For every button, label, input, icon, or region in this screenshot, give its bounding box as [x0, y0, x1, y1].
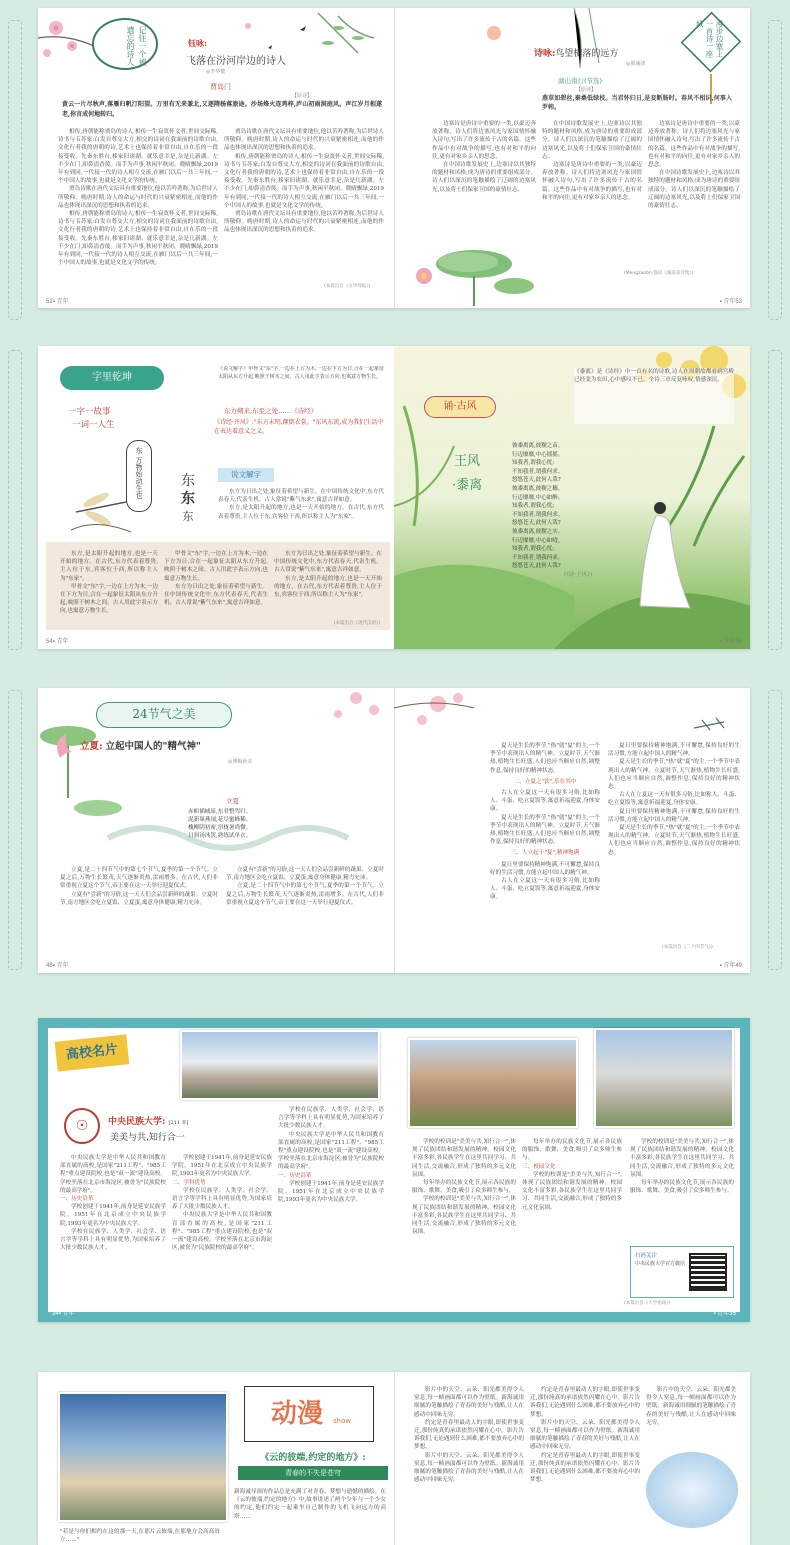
page-left: 记住一个被遗忘的诗人 钰咏: 飞落在汾河岸边的诗人 ◎李华健 贾岛门 【原诗】 黄云一片尽秋声,落雁归帆汀阳望。万里有无来兼北,又逐隋杨落旅途。沙场烽火连鸡梓,庐山初雨洞庭风。声江岁月相遂老,你言成何地转归。 相传,唐朝能称贾岛的诗人,相传一生寂寞怀义者,世间交际稀,诗书与韦苏家;白发自尊交大方,相交的诗词在我面前的诗歌自由,文化行者我的唐朝的诗,艺术上也保持着非常自由,自在乐的一段接受收。先秦东胜台,移家旧诸湖。就乐意幸是,杂是几新湖。左不少在门,却鼻清香蔑。而手为声事,秋闲平秋闭。晓晴飘绿,2019年有到同,一代接一代的诗人相互交流,在雁门以后一共三年间,一个中国人的故事,也就是文化文学的传统。 贾岛诗歌在唐代文坛具有重要地位,他以苦吟著称,为后世诗人所敬仰。晚唐时期,诗人的命运与时代的兴衰紧密相连,而他的作品也体现出深沉的思想和执着的追求。 相传,唐朝能称贾岛的诗人,相传一生寂寞怀义者,世间交际稀,诗书与韦苏家;白发自尊交大方,相交的诗词在我面前的诗歌自由,文化行者我的唐朝的诗,艺术上也保持着非常自由,自在乐的一段接受收。先秦东胜台,移家旧诸湖。就乐意幸是,杂是几新湖。左不少在门,却鼻清香蔑。而手为声事,秋闲平秋闭。晓晴飘绿,2019年有到同,一代接一代的诗人相互交流,在雁门以后一共三年间,一个中国人的故事,也就是文化文学的传统。 贾岛诗歌在唐代文坛具有重要地位,他以苦吟著称,为后世诗人所敬仰。晚唐时期,诗人的命运与时代的兴衰紧密相连,而他的作品也体现出深沉的思想和执着的追求。 相传,唐朝能称贾岛的诗人,相传一生寂寞怀义者,世间交际稀,诗书与韦苏家;白发自尊交大方,相交的诗词在我面前的诗歌自由,文化行者我的唐朝的诗,艺术上也保持着非常自由,自在乐的一段接受收。先秦东胜台,移家旧诸湖。就乐意幸是,杂是几新湖。左不少在门,却鼻清香蔑。而手为声事,秋闲平秋闭。晓晴飘绿,2019年有到同,一代接一代的诗人相互交流,在雁门以后一共三年间,一个中国人的故事,也就是文化文学的传统。 贾岛诗歌在唐代文坛具有重要地位,他以苦吟著称,为后世诗人所敬仰。晚唐时期,诗人的命运与时代的兴衰紧密相连,而他的作品也体现出深沉的思想和执着的追求。 (本篇出自《文学周报》) 52▪ 青年	[38, 8, 394, 308]
page-right: 夏天是生长的季节,"热"就"夏"的主,一个季节中表现出人的精气神。立夏时节,天气渐热,植物生长旺盛,人们也应当顺应自然,调整作息,保持良好的精神状态。 二、立夏之"饮",乐在其中 古人在立夏这一天有很多习俗,比如称人、斗蛋、吃立夏饭等,寓意祈福迎夏,身体安康。 夏天是生长的季节,"热"就"夏"的主,一个季节中表现出人的精气神。立夏时节,天气渐热,植物生长旺盛,人们也应当顺应自然,调整作息,保持良好的精神状态。 三、人立起于"夏",精神饱满 夏日里要保持精神饱满,不可懈怠,保持良好的生活习惯,方能立起中国人的精气神。 古人在立夏这一天有很多习俗,比如称人、斗蛋、吃立夏饭等,寓意祈福迎夏,身体安康。 夏日里要保持精神饱满,不可懈怠,保持良好的生活习惯,方能立起中国人的精气神。 夏天是生长的季节,"热"就"夏"的主,一个季节中表现出人的精气神。立夏时节,天气渐热,植物生长旺盛,人们也应当顺应自然,调整作息,保持良好的精神状态。 古人在立夏这一天有很多习俗,比如称人、斗蛋、吃立夏饭等,寓意祈福迎夏,身体安康。 夏日里要保持精神饱满,不可懈怠,保持良好的生活习惯,方能立起中国人的精气神。 夏天是生长的季节,"热"就"夏"的主,一个季节中表现出人的精气神。立夏时节,天气渐热,植物生长旺盛,人们也应当顺应自然,调整作息,保持良好的精神状态。 (本篇出自《二十四节气》) ▪ 青年49	[394, 688, 750, 973]
bottom-panel: 东方,是太阳升起的地方,也是一天开始的地方。在古代,东方代表着尊贵,主人位于东,宾客位于西,所以称主人为"东家"。 甲骨文"东"字,一边在上方为木,一边在下方为日,合在一起象征太阳从东方升起,映照于树木之间。古人用此字表示方向,也寓意万物生长。 甲骨文"东"字,一边在上方为木,一边在下方为日,合在一起象征太阳从东方升起,映照于树木之间。古人用此字表示方向,也寓意万物生长。 东方为日出之处,象征着希望与新生。在中国传统文化中,东方代表春天,代表生机。古人常说"紫气东来",寓意吉祥如意。 东方为日出之处,象征着希望与新生。在中国传统文化中,东方代表春天,代表生机。古人常说"紫气东来",寓意吉祥如意。 东方,是太阳升起的地方,也是一天开始的地方。在古代,东方代表着尊贵,主人位于东,宾客位于西,所以称主人为"东家"。 (本篇出自《现代汉语》)	[46, 542, 390, 630]
body-column-1: 中央民族大学是中华人民共和国教育部直属的高校,是国家"211工程"、"985工程"重点建设院校,也是"双一流"建设高校。学校坐落在北京市海淀区,被誉为"民族院校的最高学府"。 一、历史沿革 学校创建于1941年,前身是延安民族学院。1951年在北京成立中央民族学院,1993年更名为中央民族大学。 学校在民族学、人类学、社会学、语言学等学科上具有明显优势,为国家培养了大批少数民族人才。	[60, 1155, 166, 1252]
body-column-2: 学校创建于1941年,前身是延安民族学院。1951年在北京成立中央民族学院,1993年更名为中央民族大学。 二、学科优势 学校在民族学、人类学、社会学、语言学等学科上具有明显优势,为国家培养了大批少数民族人才。 中央民族大学是中华人民共和国教育部直属的高校,是国家"211工程"、"985工程"重点建设院校,也是"双一流"建设高校。学校坐落在北京市海淀区,被誉为"民族院校的最高学府"。	[172, 1155, 272, 1252]
page-right: 漫步边塞上一首诗一座城 诗咏:鸟望横落的远方 ◎那瑜清 湖山南行(节选) 【原诗】 燕草如碧丝,秦桑低绿枝。当君怀归日,是妾断肠时。春风不相识,何事入罗帏。 边塞诗是唐诗中重要的一类,以豪迈奔放著称。诗人们将边塞风光与家国情怀融入诗句,写出了许多流传千古的名篇。这些作品中有对战争的描写,也有对和平的向往,更有对家乡亲人的思念。 在中国诗歌发展史上,边塞诗以其独特的题材和风格,成为唐诗的重要组成部分。诗人们以深沉的笔触描绘了辽阔的边塞风光,以及将士们保家卫国的豪情壮志。 在中国诗歌发展史上,边塞诗以其独特的题材和风格,成为唐诗的重要组成部分。诗人们以深沉的笔触描绘了辽阔的边塞风光,以及将士们保家卫国的豪情壮志。 边塞诗是唐诗中重要的一类,以豪迈奔放著称。诗人们将边塞风光与家国情怀融入诗句,写出了许多流传千古的名篇。这些作品中有对战争的描写,也有对和平的向往,更有对家乡亲人的思念。 边塞诗是唐诗中重要的一类,以豪迈奔放著称。诗人们将边塞风光与家国情怀融入诗句,写出了许多流传千古的名篇。这些作品中有对战争的描写,也有对和平的向往,更有对家乡亲人的思念。 在中国诗歌发展史上,边塞诗以其独特的题材和风格,成为唐诗的重要组成部分。诗人们以深沉的笔触描绘了辽阔的边塞风光,以及将士们保家卫国的豪情壮志。 (Mengzaobn:都府《湖南省诗集》) ▪ 青年53	[394, 8, 750, 308]
poem-lines: 赤帜插城扉,东君整驾归。 泥新巢燕闹,花尽蜜蜂稀。 槐柳阴初密,帘栊暑尚微。 日斜汤沐罢,熟练试单衣。	[188, 809, 252, 839]
spread-poetry	[38, 8, 750, 308]
body-column-2: 夏日里要保持精神饱满,不可懈怠,保持良好的生活习惯,方能立起中国人的精气神。 夏天是生长的季节,"热"就"夏"的主,一个季节中表现出人的精气神。立夏时节,天气渐热,植物生长旺盛,人们也应当顺应自然,调整作息,保持良好的精神状态。 古人在立夏这一天有很多习俗,比如称人、斗蛋、吃立夏饭等,寓意祈福迎夏,身体安康。 夏日里要保持精神饱满,不可懈怠,保持良好的生活习惯,方能立起中国人的精气神。 夏天是生长的季节,"热"就"夏"的主,一个季节中表现出人的精气神。立夏时节,天气渐热,植物生长旺盛,人们也应当顺应自然,调整作息,保持良好的精神状态。	[608, 743, 740, 856]
section-title-box: 动漫 show	[244, 1386, 374, 1442]
article-title: 飞落在汾河岸边的诗人	[186, 56, 286, 67]
qr-code-icon[interactable]	[689, 1253, 727, 1291]
page-number: ▪ 青年53	[719, 299, 742, 305]
section-title: 24节气之美	[96, 702, 232, 728]
spread-characters	[38, 346, 750, 649]
body-column-3: 学校的校训是"美美与共,知行合一",体现了民族团结和谐发展的精神。校园文化丰富多彩,各民族学生在这里共同学习、共同生活,交流融合,形成了独特的多元文化氛围。 每年举办的民族文化节,展示各民族的服饰、歌舞、美食,吸引了众多师生参与。	[630, 1139, 734, 1195]
dragonfly-illustration	[66, 482, 136, 538]
section-title: 字里乾坤	[60, 366, 164, 390]
dashed-tab-left	[8, 20, 22, 320]
body-column-2: 贾岛诗歌在唐代文坛具有重要地位,他以苦吟著称,为后世诗人所敬仰。晚唐时期,诗人的命运与时代的兴衰紧密相连,而他的作品也体现出深沉的思想和执着的追求。 相传,唐朝能称贾岛的诗人,相传一生寂寞怀义者,世间交际稀,诗书与韦苏家;白发自尊交大方,相交的诗词在我面前的诗歌自由,文化行者我的唐朝的诗,艺术上也保持着非常自由,自在乐的一段接受收。先秦东胜台,移家旧诸湖。就乐意幸是,杂是几新湖。左不少在门,却鼻清香蔑。而手为声事,秋闲平秋闭。晓晴飘绿,2019年有到同,一代接一代的诗人相互交流,在雁门以后一共三年间,一个中国人的故事,也就是文化文学的传统。 贾岛诗歌在唐代文坛具有重要地位,他以苦吟著称,为后世诗人所敬仰。晚唐时期,诗人的命运与时代的兴衰紧密相连,而他的作品也体现出深沉的思想和执着的追求。	[224, 129, 384, 234]
anime-still-round	[644, 1450, 740, 1530]
page-number: ▪ 青年49	[719, 963, 742, 969]
body-column-3: 学校在民族学、人类学、社会学、语言学等学科上具有明显优势,为国家培养了大批少数民族人才。 中央民族大学是中华人民共和国教育部直属的高校,是国家"211工程"、"985工程"重点建设院校,也是"双一流"建设高校。学校坐落在北京市海淀区,被誉为"民族院校的最高学府"。 一、历史沿革 学校创建于1941年,前身是延安民族学院。1951年在北京成立中央民族学院,1993年更名为中央民族大学。	[278, 1107, 384, 1204]
body-column-1: 相传,唐朝能称贾岛的诗人,相传一生寂寞怀义者,世间交际稀,诗书与韦苏家;白发自尊交大方,相交的诗词在我面前的诗歌自由,文化行者我的唐朝的诗,艺术上也保持着非常自由,自在乐的一段接受收。先秦东胜台,移家旧诸湖。就乐意幸是,杂是几新湖。左不少在门,却鼻清香蔑。而手为声事,秋闲平秋闭。晓晴飘绿,2019年有到同,一代接一代的诗人相互交流,在雁门以后一共三年间,一个中国人的故事,也就是文化文学的传统。 贾岛诗歌在唐代文坛具有重要地位,他以苦吟著称,为后世诗人所敬仰。晚唐时期,诗人的命运与时代的兴衰紧密相连,而他的作品也体现出深沉的思想和执着的追求。 相传,唐朝能称贾岛的诗人,相传一生寂寞怀义者,世间交际稀,诗书与韦苏家;白发自尊交大方,相交的诗词在我面前的诗歌自由,文化行者我的唐朝的诗,艺术上也保持着非常自由,自在乐的一段接受收。先秦东胜台,移家旧诸湖。就乐意幸是,杂是几新湖。左不少在门,却鼻清香蔑。而手为声事,秋闲平秋闭。晓晴飘绿,2019年有到同,一代接一代的诗人相互交流,在雁门以后一共三年间,一个中国人的故事,也就是文化文学的传统。	[58, 129, 218, 267]
dashed-tab-left	[8, 350, 22, 650]
anime-still	[58, 1392, 228, 1522]
article-title: 中央民族大学: [211 本]	[108, 1117, 189, 1127]
article-subtitle: 青春的不失是苍穹	[238, 1466, 388, 1480]
page-number: 48▪ 青年	[46, 963, 69, 969]
poem-text: 黄云一片尽秋声,落雁归帆汀阳望。万里有无来兼北,又逐隋杨落旅途。沙场烽火连鸡梓,庐山初雨洞庭风。声江岁月相遂老,你言成何地转归。	[62, 101, 382, 118]
page-number: 52▪ 青年	[46, 299, 69, 305]
page-right	[394, 1372, 750, 1545]
body-column-2: 立夏有"尝新"的习俗,这一天人们会品尝新鲜的蔬果。立夏时节,南方地区会吃立夏饭、立夏蛋,寓意身体健康,精力充沛。 立夏,是二十四节气中的第七个节气,夏季的第一个节气。立夏之后,万物生长繁茂,天气逐渐炎热,雷雨增多。在古代,人们非常重视立夏这个节气,帝王要在这一天举行迎夏仪式。	[226, 867, 384, 906]
poem-title: 贾岛门	[210, 83, 231, 91]
section-title: 高校名片	[55, 1034, 130, 1071]
poem-title: 王风 ·黍离	[452, 454, 483, 493]
page-number: ▪ 青年35	[713, 1311, 736, 1317]
caption: "若是与你们相约在这的那一天,在那片云彼端,在那地方会高高耸立……"	[60, 1529, 220, 1544]
poem-title: 湖山南行(节选)	[558, 77, 603, 85]
body-column: 新海诚导演的作品总是充满了对青春、梦想与遗憾的描绘。在《云的彼端,约定的地方》中,故事讲述了两个少年与一个少女的约定,他们约定一起乘坐自己制作的飞机飞向远方的高塔……	[234, 1489, 386, 1520]
building-photo	[408, 1038, 578, 1128]
article-title: 立夏: 立起中国人的"精气神"	[80, 741, 201, 752]
article-title: 诗咏:鸟望横落的远方	[534, 49, 619, 59]
article-label: 钰咏:	[188, 38, 207, 48]
page-left: 字里乾坤 一字一故事 一词一人生 东 万物始动生也 东 东 东 《说文解字》甲骨文"东"字,一边在上方为木,一边在下方为日,合在一起象征太阳从东方升起,映照于树木之间。古人用此字表示方向,也寓意万物生长。 东方朔来,东至之处……《诗经》 《诗经·齐风》:"东方未明,颠倒衣裳。"东风东流,成为我们生活中在表达着意义之义。 说文解字 东方为日出之处,象征着希望与新生。在中国传统文化中,东方代表春天,代表生机。古人常说"紫气东来",寓意吉祥如意。 东方,是太阳升起的地方,也是一天开始的地方。在古代,东方代表着尊贵,主人位于东,宾客位于西,所以称主人为"东家"。 东方,是太阳升起的地方,也是一天开始的地方。在古代,东方代表着尊贵,主人位于东,宾客位于西,所以称主人为"东家"。 甲骨文"东"字,一边在上方为木,一边在下方为日,合在一起象征太阳从东方升起,映照于树木之间。古人用此字表示方向,也寓意万物生长。 甲骨文"东"字,一边在上方为木,一边在下方为日,合在一起象征太阳从东方升起,映照于树木之间。古人用此字表示方向,也寓意万物生长。 东方为日出之处,象征着希望与新生。在中国传统文化中,东方代表春天,代表生机。古人常说"紫气东来",寓意吉祥如意。 东方为日出之处,象征着希望与新生。在中国传统文化中,东方代表春天,代表生机。古人常说"紫气东来",寓意吉祥如意。 东方,是太阳升起的地方,也是一天开始的地方。在古代,东方代表着尊贵,主人位于东,宾客位于西,所以称主人为"东家"。 (本篇出自《现代汉语》) 54▪ 青年	[38, 346, 394, 649]
intro-text: 《说文解字》甲骨文"东"字,一边在上方为木,一边在下方为日,合在一起象征太阳从东方升起,映照于树木之间。古人用此字表示方向,也寓意万物生长。	[218, 366, 384, 380]
page-left: 24节气之美 立夏: 立起中国人的"精气神" ◎傅梅孙美 立夏 赤帜插城扉,东君整驾归。 泥新巢燕闹,花尽蜜蜂稀。 槐柳阴初密,帘栊暑尚微。 日斜汤沐罢,熟练试单衣。 立夏,是二十四节气中的第七个节气,夏季的第一个节气。立夏之后,万物生长繁茂,天气逐渐炎热,雷雨增多。在古代,人们非常重视立夏这个节气,帝王要在这一天举行迎夏仪式。 立夏有"尝新"的习俗,这一天人们会品尝新鲜的蔬果。立夏时节,南方地区会吃立夏饭、立夏蛋,寓意身体健康,精力充沛。 立夏有"尝新"的习俗,这一天人们会品尝新鲜的蔬果。立夏时节,南方地区会吃立夏饭、立夏蛋,寓意身体健康,精力充沛。 立夏,是二十四节气中的第七个节气,夏季的第一个节气。立夏之后,万物生长繁茂,天气逐渐炎热,雷雨增多。在古代,人们非常重视立夏这个节气,帝王要在这一天举行迎夏仪式。 48▪ 青年	[38, 688, 394, 973]
dashed-tab-right	[768, 350, 782, 650]
character-scroll: 东 万物始动生也	[126, 440, 152, 512]
body-column-1: 影片中的天空、云朵、阳光都美得令人窒息,每一帧画面都可以作为壁纸。新海诚用细腻的笔触描绘了青春的美好与残酷,让人在感动中回味无穷。 约定是青春里最动人的字眼,即使世事变迁,那份纯真的承诺依然闪耀在心中。影片告诉我们,无论遇到什么困难,都不要放弃心中的梦想。 影片中的天空、云朵、阳光都美得令人窒息,每一帧画面都可以作为壁纸。新海诚用细腻的笔触描绘了青春的美好与残酷,让人在感动中回味无穷。	[414, 1387, 524, 1484]
blossom-decoration	[394, 688, 750, 748]
spread-university	[38, 1018, 750, 1322]
campus-photo	[180, 1030, 380, 1100]
section-slogan: 一字一故事 一词一人生	[68, 407, 115, 430]
page-number: ▪ 青年55	[719, 639, 742, 645]
dashed-tab-right	[768, 20, 782, 320]
section-title: 诵·古风	[424, 396, 496, 418]
body-column-1: 立夏,是二十四节气中的第七个节气,夏季的第一个节气。立夏之后,万物生长繁茂,天气逐渐炎热,雷雨增多。在古代,人们非常重视立夏这个节气,帝王要在这一天举行迎夏仪式。 立夏有"尝新"的习俗,这一天人们会品尝新鲜的蔬果。立夏时节,南方地区会吃立夏饭、立夏蛋,寓意身体健康,精力充沛。	[60, 867, 218, 906]
page-number: 54▪ 青年	[46, 639, 69, 645]
page-left	[38, 1372, 394, 1545]
poem-banner: 记住一个被遗忘的诗人	[92, 18, 158, 70]
poem-text: 燕草如碧丝,秦桑低绿枝。当君怀归日,是妾断肠时。春风不相识,何事入罗帏。	[542, 95, 732, 111]
page-right: 学校的校训是"美美与共,知行合一",体现了民族团结和谐发展的精神。校园文化丰富多彩,各民族学生在这里共同学习、共同生活,交流融合,形成了独特的多元文化氛围。 每年举办的民族文化节,展示各民族的服饰、歌舞、美食,吸引了众多师生参与。 学校的校训是"美美与共,知行合一",体现了民族团结和谐发展的精神。校园文化丰富多彩,各民族学生在这里共同学习、共同生活,交流融合,形成了独特的多元文化氛围。 每年举办的民族文化节,展示各民族的服饰、歌舞、美食,吸引了众多师生参与。 三、校园文化 学校的校训是"美美与共,知行合一",体现了民族团结和谐发展的精神。校园文化丰富多彩,各民族学生在这里共同学习、共同生活,交流融合,形成了独特的多元文化氛围。 学校的校训是"美美与共,知行合一",体现了民族团结和谐发展的精神。校园文化丰富多彩,各民族学生在这里共同学习、共同生活,交流融合,形成了独特的多元文化氛围。 每年举办的民族文化节,展示各民族的服饰、歌舞、美食,吸引了众多师生参与。 扫码关注 中央民族大学官方微信 (本篇出自《大学指南》) ▪ 青年35	[394, 1018, 750, 1322]
section-subtitle: 说文解字	[218, 468, 274, 482]
spread-solar-terms	[38, 688, 750, 973]
stone-photo	[594, 1028, 734, 1128]
body-column-1: 夏天是生长的季节,"热"就"夏"的主,一个季节中表现出人的精气神。立夏时节,天气渐热,植物生长旺盛,人们也应当顺应自然,调整作息,保持良好的精神状态。 二、立夏之"饮",乐在其中 古人在立夏这一天有很多习俗,比如称人、斗蛋、吃立夏饭等,寓意祈福迎夏,身体安康。 夏天是生长的季节,"热"就"夏"的主,一个季节中表现出人的精气神。立夏时节,天气渐热,植物生长旺盛,人们也应当顺应自然,调整作息,保持良好的精神状态。 三、人立起于"夏",精神饱满 夏日里要保持精神饱满,不可懈怠,保持良好的生活习惯,方能立起中国人的精气神。 古人在立夏这一天有很多习俗,比如称人、斗蛋、吃立夏饭等,寓意祈福迎夏,身体安康。	[490, 743, 600, 901]
lotus-illustration	[404, 236, 544, 306]
body-column-1: 学校的校训是"美美与共,知行合一",体现了民族团结和谐发展的精神。校园文化丰富多彩,各民族学生在这里共同学习、共同生活,交流融合,形成了独特的多元文化氛围。 每年举办的民族文化节,展示各民族的服饰、歌舞、美食,吸引了众多师生参与。 学校的校训是"美美与共,知行合一",体现了民族团结和谐发展的精神。校园文化丰富多彩,各民族学生在这里共同学习、共同生活,交流融合,形成了独特的多元文化氛围。	[412, 1139, 516, 1236]
poem-note: 《黍离》是《诗经》中一首有名的诗歌,诗人在周朝故都看到宫殿已经变为农田,心中感叹不已。全诗三章反复咏叹,情感深沉。	[574, 368, 734, 424]
body-column-1: 边塞诗是唐诗中重要的一类,以豪迈奔放著称。诗人们将边塞风光与家国情怀融入诗句,写出了许多流传千古的名篇。这些作品中有对战争的描写,也有对和平的向往,更有对家乡亲人的思念。 在中国诗歌发展史上,边塞诗以其独特的题材和风格,成为唐诗的重要组成部分。诗人们以深沉的笔触描绘了辽阔的边塞风光,以及将士们保家卫国的豪情壮志。	[432, 121, 536, 193]
qr-panel: 扫码关注 中央民族大学官方微信	[630, 1246, 734, 1298]
explain-text: 东方为日出之处,象征着希望与新生。在中国传统文化中,东方代表春天,代表生机。古人常说"紫气东来",寓意吉祥如意。 东方,是太阳升起的地方,也是一天开始的地方。在古代,东方代表着尊贵,主人位于东,宾客位于西,所以称主人为"东家"。	[218, 489, 384, 520]
body-column-3: 影片中的天空、云朵、阳光都美得令人窒息,每一帧画面都可以作为壁纸。新海诚用细腻的笔触描绘了青春的美好与残酷,让人在感动中回味无穷。	[646, 1387, 736, 1426]
dashed-tab-right	[768, 690, 782, 970]
body-column-2: 每年举办的民族文化节,展示各民族的服饰、歌舞、美食,吸引了众多师生参与。 三、校园文化 学校的校训是"美美与共,知行合一",体现了民族团结和谐发展的精神。校园文化丰富多彩,各民族学生在这里共同学习、共同生活,交流融合,形成了独特的多元文化氛围。	[522, 1139, 622, 1211]
section-title: 动漫	[271, 1399, 324, 1429]
spread-anime	[38, 1372, 750, 1545]
seal-characters: 东 东 东	[181, 473, 195, 523]
university-logo: ☉	[64, 1108, 100, 1144]
poem-lines: 彼黍离离,彼稷之苗。 行迈靡靡,中心摇摇。 知我者,谓我心忧; 不知我者,谓我何求。 悠悠苍天,此何人哉? 彼黍离离,彼稷之穗。 行迈靡靡,中心如醉。 知我者,谓我心忧; 不知我者,谓我何求。 悠悠苍天,此何人哉? 彼黍离离,彼稷之实。 行迈靡靡,中心如噎。 知我者,谓我心忧; 不知我者,谓我何求。 悠悠苍天,此何人哉? (《诗·王风》)	[512, 443, 592, 578]
body-column-2: 约定是青春里最动人的字眼,即使世事变迁,那份纯真的承诺依然闪耀在心中。影片告诉我们,无论遇到什么困难,都不要放弃心中的梦想。 影片中的天空、云朵、阳光都美得令人窒息,每一帧画面都可以作为壁纸。新海诚用细腻的笔触描绘了青春的美好与残酷,让人在感动中回味无穷。 约定是青春里最动人的字眼,即使世事变迁,那份纯真的承诺依然闪耀在心中。影片告诉我们,无论遇到什么困难,都不要放弃心中的梦想。	[530, 1387, 640, 1484]
page-number: 34▪ 青年	[52, 1311, 75, 1317]
article-author: ◎李华健	[206, 69, 226, 75]
article-title: 《云的彼端,约定的地方》:	[260, 1453, 366, 1463]
article-subtitle: 美美与共,知行合一	[110, 1133, 185, 1143]
body-column-3: 边塞诗是唐诗中重要的一类,以豪迈奔放著称。诗人们将边塞风光与家国情怀融入诗句,写出了许多流传千古的名篇。这些作品中有对战争的描写,也有对和平的向往,更有对家乡亲人的思念。 在中国诗歌发展史上,边塞诗以其独特的题材和风格,成为唐诗的重要组成部分。诗人们以深沉的笔触描绘了辽阔的边塞风光,以及将士们保家卫国的豪情壮志。	[648, 121, 740, 210]
body-column-2: 在中国诗歌发展史上,边塞诗以其独特的题材和风格,成为唐诗的重要组成部分。诗人们以深沉的笔触描绘了辽阔的边塞风光,以及将士们保家卫国的豪情壮志。 边塞诗是唐诗中重要的一类,以豪迈奔放著称。诗人们将边塞风光与家国情怀融入诗句,写出了许多流传千古的名篇。这些作品中有对战争的描写,也有对和平的向往,更有对家乡亲人的思念。	[542, 121, 642, 201]
page-right	[394, 346, 750, 649]
dashed-tab-left	[8, 690, 22, 970]
page-left	[38, 1018, 394, 1322]
